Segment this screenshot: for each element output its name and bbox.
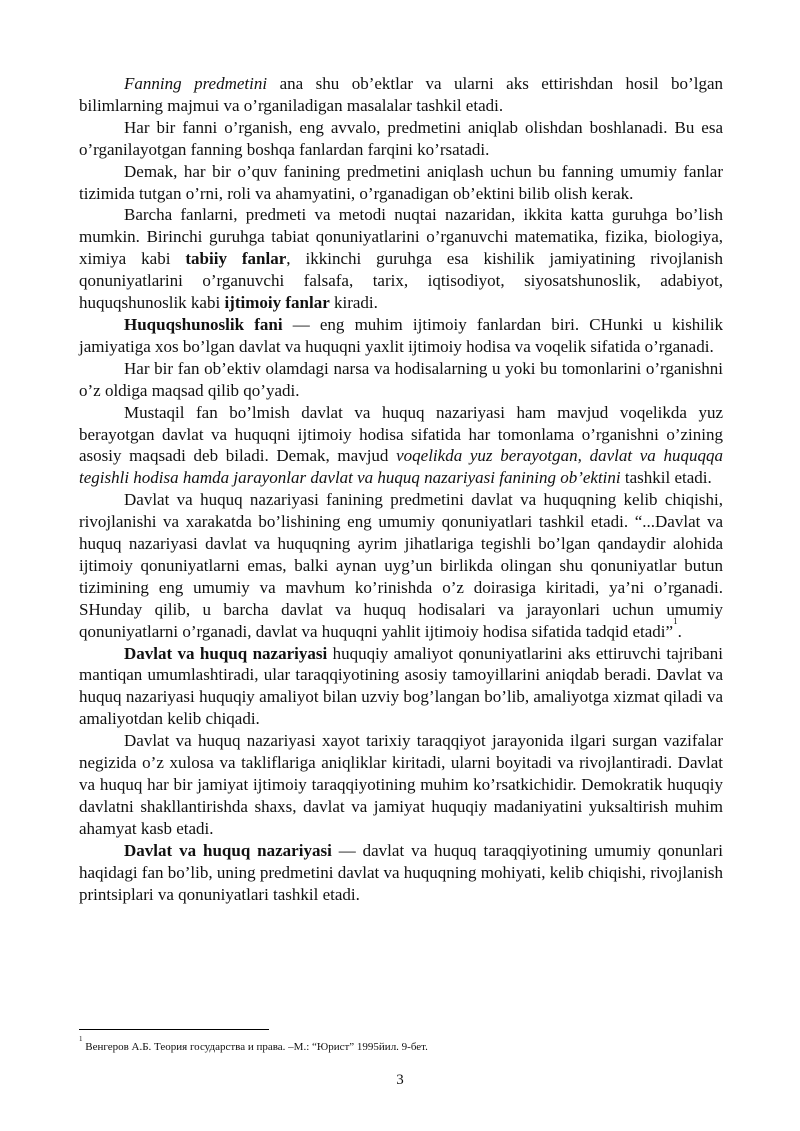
paragraph — [79, 730, 723, 840]
footnote-reference: 1 — [673, 616, 678, 626]
text-run: — eng muhim ijtimoiy fanlardan biri. CHunki u kishilik jamiyatiga xos bo’lgan davlat va huquqni yaxlit ijtimoiy hodisa va voqelik sifatida o’rganadi. — [79, 314, 723, 356]
paragraph — [79, 643, 723, 731]
text-run: Davlat va huquq nazariyasi fanining predmetini davlat va huquqning kelib chiqishi, rivojlanishi va xarakatda bo’lishining eng umumiy qonuniyatlari tashkil etadi. “...Davlat va huquq nazariyasi davlat va huquqning ayrim jihatlariga tegishli bo’lgan qandaydir alohida ijtimoiy qonuniyatlarni emas, balki aynan uyg’un birlikda olingan shu qonuniyatlar butun tizimining eng umumiy va mavhum ko’rinishda o’z doirasiga kiritadi, ya’ni o’rganadi. SHunday qilib, u barcha davlat va huquq hodisalari va jarayonlari uchun umumiy qonuniyatlarni o’rganadi, davlat va huquqni yahlit ijtimoiy hodisa sifatida tadqid etadi” — [79, 490, 723, 641]
paragraph — [79, 73, 723, 117]
page-number: 3 — [396, 1072, 404, 1088]
paragraph — [79, 358, 723, 402]
paragraph — [79, 314, 723, 358]
paragraph — [79, 161, 723, 205]
text-run: Mustaqil fan bo’lmish davlat va huquq nazariyasi ham mavjud voqelikda yuz berayotgan davlat va huquqni ijtimoiy hodisa sifatida har tomonlama o’rganishni o’zining asosiy maqsadi deb biladi. Demak, mavjud — [79, 402, 723, 466]
paragraph — [79, 489, 723, 642]
text-run: — davlat va huquq taraqqiyotining umumiy qonunlari haqidagi fan bo’lib, uning predmetini davlat va huquqning mohiyati, kelib chiqishi, rivojlanish printsiplari va qonuniyatlari tashkil etadi. — [79, 840, 723, 904]
bold-term: ijtimoiy fanlar — [224, 293, 330, 313]
paragraph — [79, 204, 723, 314]
text-run: tashkil etadi. — [620, 468, 712, 488]
bold-term: Davlat va huquq nazariyasi — [124, 840, 332, 860]
text-run: , ikkinchi guruhga esa kishilik jamiyatining rivojlanish qonuniyatlarini o’rganuvchi falsafa, tarix, iqtisodiyot, siyosatshunoslik, adabiyot, huquqshunoslik kabi — [79, 249, 724, 313]
footnote-text: Венгеров А.Б. Теория государства и права. –М.: “Юрист” 1995йил. 9-бет. — [82, 1041, 428, 1053]
footnote — [79, 1035, 723, 1054]
body-text — [79, 73, 723, 905]
text-run: ana shu ob’ektlar va ularni aks ettirishdan hosil bo’lgan bilimlarning majmui va o’rganiladigan masalalar tashkil etadi. — [79, 74, 723, 115]
text-run: Davlat va huquq nazariyasi xayot tarixiy taraqqiyot jarayonida ilgari surgan vazifalar negizida o’z xulosa va takliflariga aniqliklar kiritadi, ularni boyitadi va rivojlantiradi. Davlat va huquq har bir jamiyat ijtimoiy taraqqiyotining muhim ko’rsatkichidir. Demokratik huquqiy davlatni shakllantirishda shaxs, davlat va jamiyat huquqiy madaniyatini yuksaltirish muhim ahamyat kasb etadi. — [79, 731, 723, 838]
italic-phrase: Fanning predmetini — [124, 74, 268, 93]
bold-term: Davlat va huquq nazariyasi — [124, 643, 328, 663]
footnote-marker: 1 — [79, 1035, 83, 1044]
text-run: Barcha fanlarni, predmeti va metodi nuqtai nazaridan, ikkita katta guruhga bo’lish mumkin. Birinchi guruhga tabiat qonuniyatlarini o’rganuvchi matematika, fizika, biologiya, ximiya kabi — [79, 205, 723, 269]
text-run: . — [677, 621, 682, 641]
bold-term: tabiiy fanlar — [185, 249, 287, 269]
paragraph — [79, 840, 723, 906]
footnote-separator — [79, 1029, 269, 1030]
bold-term: Huquqshunoslik fani — [124, 314, 283, 334]
italic-phrase: voqelikda yuz berayotgan, davlat va huquqqa tegishli hodisa hamda jarayonlar davlat va huquq nazariyasi fanining ob’ektini — [79, 446, 723, 488]
text-run: Demak, har bir o’quv fanining predmetini aniqlash uchun bu fanning umumiy fanlar tizimida tutgan o’rni, roli va ahamyatini, o’rganadigan ob’ektini bilib olish kerak. — [79, 161, 723, 203]
text-run: kiradi. — [329, 293, 378, 313]
text-run: huquqiy amaliyot qonuniyatlarini aks ettiruvchi tajribani mantiqan umumlashtiradi, ular taraqqiyotining asosiy tamoyillarini aniqdab beradi. Davlat va huquq nazariyasi huquqiy amaliyot bilan uzviy bog’langan bo’lib, amaliyotga xizmat qiladi va amaliyotdan kelib chiqadi. — [79, 643, 723, 729]
text-run: Har bir fanni o’rganish, eng avvalo, predmetini aniqlab olishdan boshlanadi. Bu esa o’rganilayotgan fanning boshqa fanlardan farqini ko’rsatadi. — [79, 117, 723, 159]
paragraph — [79, 402, 723, 490]
paragraph — [79, 117, 723, 161]
text-run: Har bir fan ob’ektiv olamdagi narsa va hodisalarning u yoki bu tomonlarini o’rganishni o’z oldiga maqsad qilib qo’yadi. — [79, 358, 723, 400]
